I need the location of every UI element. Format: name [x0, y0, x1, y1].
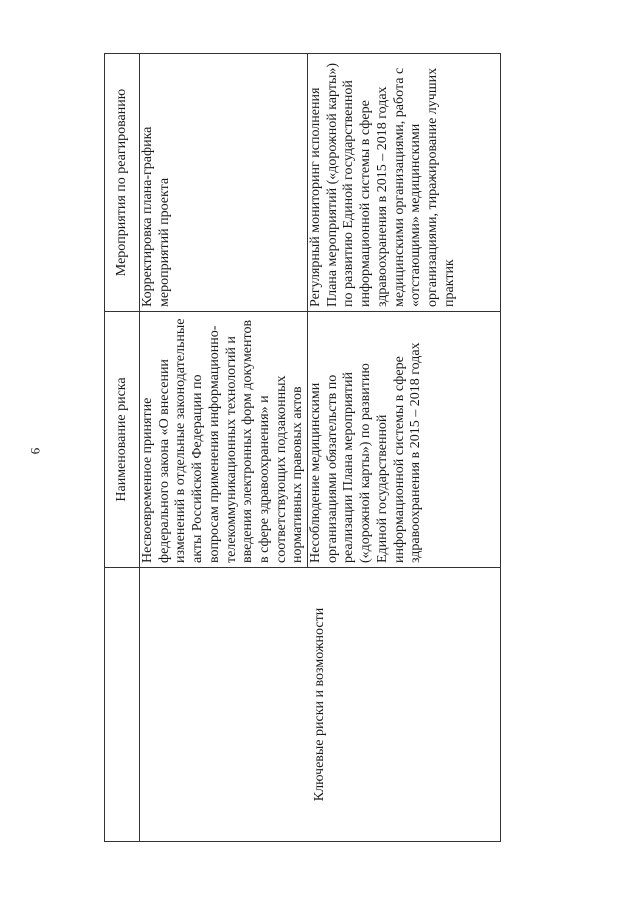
table-header-row — [105, 54, 140, 842]
risk-cell: Несоблюдение медицинскими организациями обязательств по реализации Плана мероприятий («дорожной карты») по развитию Единой государственной информационной системы в сфере здравоохранения в 2015 – 2018 годах — [308, 312, 501, 568]
page-number: 9 — [28, 447, 43, 455]
table-row — [140, 54, 308, 842]
header-risk-name: Наименование риска — [105, 312, 140, 568]
rotated-table-container — [104, 54, 494, 842]
header-measures: Мероприятия по реагированию — [105, 54, 140, 312]
measures-cell: Регулярный мониторинг исполнения Плана мероприятий («дорожной карты») по развитию Единой государственной информационной системы в сфере здравоохранения в 2015 – 2018 годах медицинскими организациями, работа с «отстающими» медицинскими организациями, тиражирование лучших практик — [308, 54, 501, 312]
key-risks-label: Ключевые риски и возможности — [140, 568, 501, 842]
measures-cell: Корректировка плана-графика мероприятий проекта — [140, 54, 308, 312]
risk-table — [104, 53, 501, 842]
risk-cell: Несвоевременное принятие федерального закона «О внесении изменений в отдельные законодательные акты Российской Федерации по вопросам применения информационно-телекоммуникационных технологий и введения электронных форм документов в сфере здравоохранения» и соответствующих подзаконных нормативных правовых актов — [140, 312, 308, 568]
header-empty-cell — [105, 568, 140, 842]
